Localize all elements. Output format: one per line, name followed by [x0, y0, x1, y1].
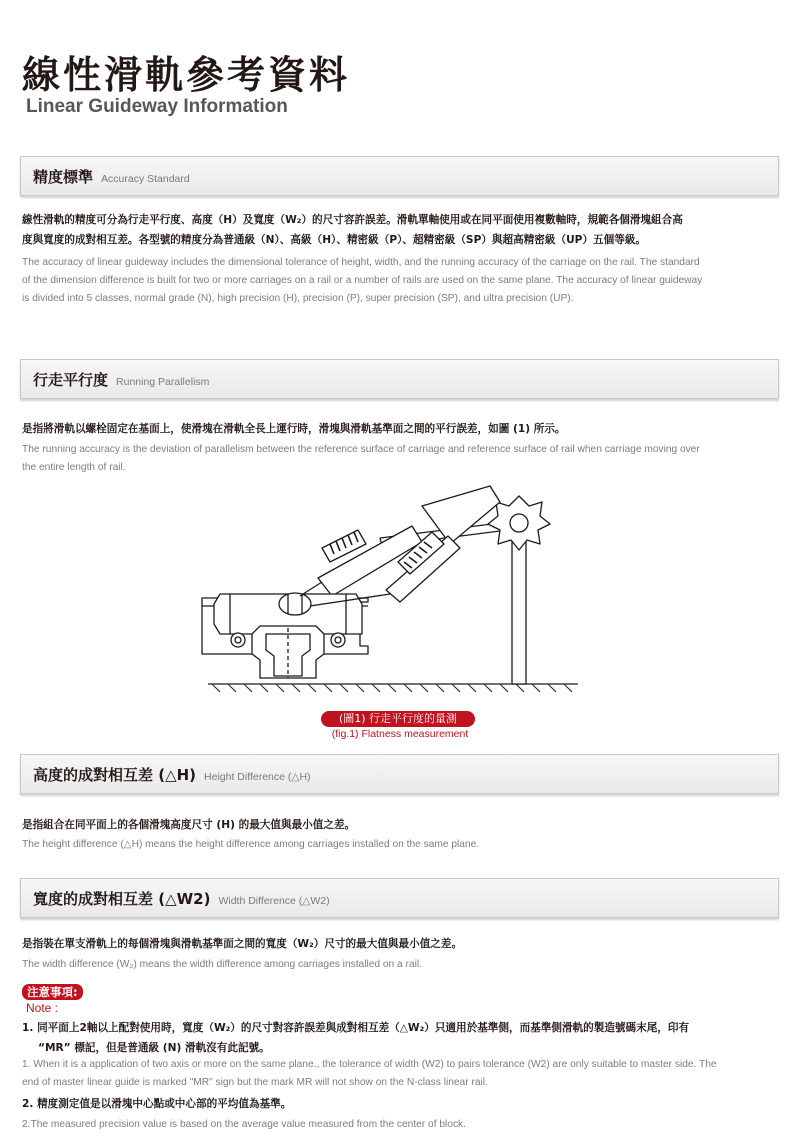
section-header-height [20, 754, 779, 794]
note-badge: 注意事項: [22, 984, 83, 1000]
height-body-zh: 是指組合在同平面上的各個滑塊高度尺寸 (H) 的最大值與最小值之差。 [22, 819, 356, 831]
figure-caption-en: (fig.1) Flatness measurement [331, 728, 469, 740]
section-header-running [20, 359, 779, 399]
running-body-en: The running accuracy is the deviation of parallelism between the reference surface of carriage and reference surface of rail when carriage moving over the entire length of rail. [22, 444, 700, 473]
section-header-width [20, 878, 779, 918]
figure-caption-badge: (圖1) 行走平行度的量測 [321, 711, 475, 727]
page-title: 線性滑軌參考資料 [22, 53, 351, 97]
height-body-en: The height difference (△H) means the height difference among carriages installed on the same plane. [22, 839, 480, 850]
section-title: 高度的成對相互差 (△H) Height Difference (△H) [33, 766, 311, 784]
note-2-zh: 2. 精度測定值是以滑塊中心點或中心部的平均值為基準。 [22, 1098, 292, 1110]
section-title: 寬度的成對相互差 (△W2) Width Difference (△W2) [33, 890, 330, 908]
width-body-en: The width difference (W₂) means the width difference among carriages installed on a rail. [22, 959, 422, 970]
section-header-accuracy [20, 156, 779, 196]
note-1-zh: 1. 同平面上2軸以上配對使用時，寬度（W₂）的尺寸對容許誤差與成對相互差（△W₂）只適用於基準側，而基準側滑軌的製造號碼末尾，印有 “MR” 標記，但是普通級 (N) 滑軌沒有此記號。 [22, 1022, 690, 1054]
note-2-en: 2.The measured precision value is based on the average value measured from the center of block. [22, 1119, 466, 1130]
accuracy-body-en: The accuracy of linear guideway includes the dimensional tolerance of height, width, and the running accuracy of the carriage on the rail. The standard of the dimension difference is built for two or more carriages on a rail or a number of rails are used on the same plane. The accuracy of linear guideway is divided into 5 classes, normal grade (N), high precision (H), precision (P), super precision (SP), and ultra precision (UP). [22, 257, 703, 304]
note-label: Note : [26, 1001, 59, 1015]
note-1-en: 1. When it is a application of two axis or more on the same plane., the tolerance of width (W2) to pairs tolerance (W2) are only suitable to master side. The end of master linear guide is marked "MR" sign but the mark MR will not show on the N-class linear rail. [22, 1059, 717, 1088]
running-body-zh: 是指將滑軌以螺栓固定在基面上，使滑塊在滑軌全長上運行時，滑塊與滑軌基準面之間的平行誤差，如圖 (1) 所示。 [22, 423, 566, 435]
flatness-measurement-diagram [190, 478, 580, 700]
section-title: 行走平行度 Running Parallelism [33, 371, 210, 389]
page-subtitle: Linear Guideway Information [26, 96, 288, 117]
accuracy-body-zh: 線性滑軌的精度可分為行走平行度、高度（H）及寬度（W₂）的尺寸容許誤差。滑軌單軸使用或在同平面使用複數軸時，規範各個滑塊組合高 度與寬度的成對相互差。各型號的精度分為普通級（N）、高級（H）、精密級（P）、超精密級（SP）與超高精密級（UP）五個等級。 [22, 214, 683, 246]
width-body-zh: 是指裝在單支滑軌上的每個滑塊與滑軌基準面之間的寬度（W₂）尺寸的最大值與最小值之差。 [22, 938, 463, 950]
section-title: 精度標準 Accuracy Standard [33, 168, 190, 186]
